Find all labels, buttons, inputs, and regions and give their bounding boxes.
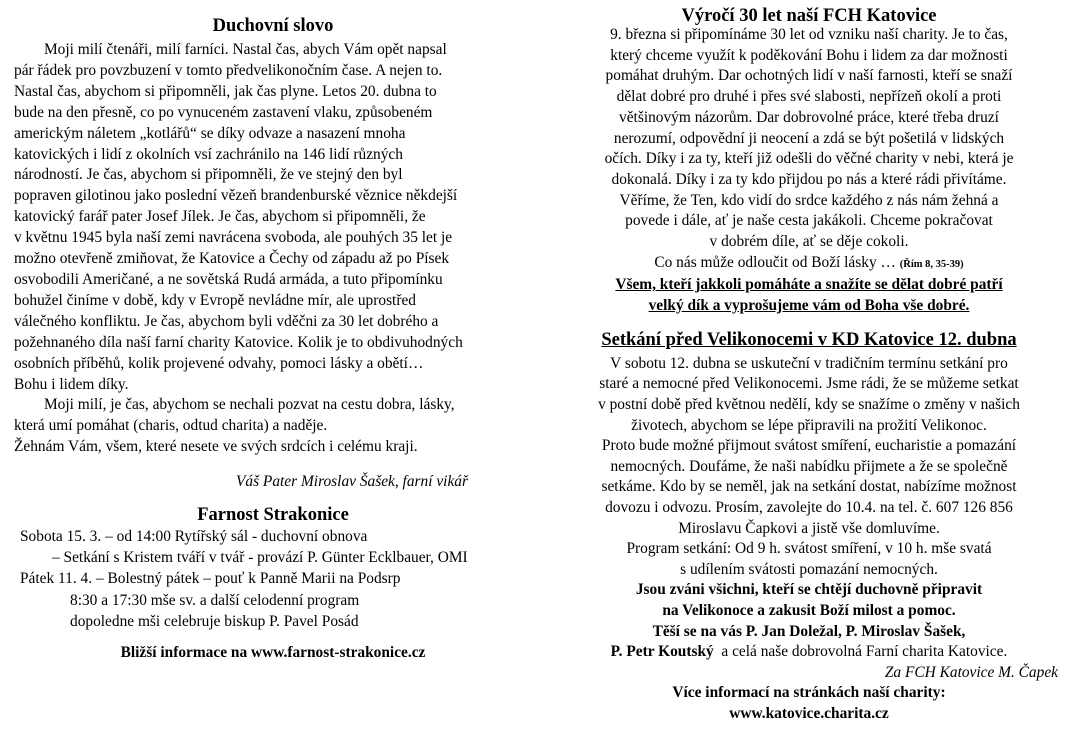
spiritual-word-title: Duchovní slovo (212, 16, 334, 36)
quote-reference: (Řím 8, 35-39) (899, 258, 964, 270)
web-line: Více informací na stránkách naší charity: (672, 683, 946, 701)
web-url: www.katovice.charita.cz (729, 704, 889, 722)
anniv-line: většinovým názorům. Dar dobrovolné práce, které třeba druzí (619, 108, 999, 126)
body-line: požehnaného díla naší farní charity Katovice. Kolik je to obdivuhodných (14, 333, 463, 351)
vicar-signature: Váš Pater Miroslav Šašek, farní vikář (236, 473, 468, 491)
anniv-line: dělat dobré pro druhé i přes své slabosti, nepřízeň okolí a proti (616, 88, 1002, 106)
invite-line: Těší se na vás P. Jan Doležal, P. Miroslav Šašek, (652, 622, 966, 640)
meeting-line: životech, abychom se lépe připravili na prožití Velikonoc. (631, 416, 987, 434)
invite-line: na Velikonoce a zakusit Boží milost a pomoc. (662, 601, 956, 619)
closing-line: Moji milí, je čas, abychom se nechali pozvat na cestu dobra, lásky, (44, 396, 455, 414)
closing-line: Žehnám Vám, všem, které nesete ve svých srdcích i celému kraji. (14, 438, 418, 456)
anniv-line: v dobrém díle, ať se děje cokoli. (709, 233, 909, 251)
anniversary-body (552, 25, 1066, 275)
body-line: osobních příběhů, kolik projevené odvahy, pomoci lásky a obětí… (14, 354, 424, 372)
anniv-line: povede i dále, ať je naše cesta jakákoli. Chceme pokračovat (625, 212, 993, 230)
body-line: bude na den přesně, co po vynuceném zastavení vlaku, způsobeném (14, 103, 433, 121)
body-line: popraven gilotinou jako poslední vězeň brandenburské věznice někdejší (14, 187, 458, 205)
meeting-line: staré a nemocné před Velikonocemi. Jsme rádi, že se můžeme setkat (599, 375, 1019, 393)
quote-text: Co nás může odloučit od Boží lásky … (654, 253, 896, 271)
meeting-line: setkáme. Kdo by se neměl, jak na setkání dostat, nabízíme možnost (601, 478, 1017, 496)
meeting-line: dovozu i odvozu. Prosím, zavolejte do 10.4. na tel. č. 607 126 856 (605, 499, 1013, 516)
body-line: Nastal čas, abychom si připomněli, jak čas plyne. Letos 20. dubna to (14, 82, 437, 100)
thanks-line: Všem, kteří jakkoli pomáháte a snažíte se dělat dobré patří (615, 276, 1003, 294)
thanks-line: velký dík a vyprošujeme vám od Boha vše dobré. (648, 297, 970, 315)
anniv-line: 9. března si připomínáme 30 let od vzniku naší charity. Je to čas, (610, 26, 1008, 43)
event-line: Sobota 15. 3. – od 14:00 Rytířský sál - duchovní obnova (20, 528, 368, 546)
body-line: národností. Je čas, abychom si připomněli, že ve stejný den byl (14, 166, 403, 184)
event-line: Pátek 11. 4. – Bolestný pátek – pouť k Panně Marii na Podsrp (20, 570, 401, 588)
meeting-line: Miroslavu Čapkovi a jistě vše domluvíme. (678, 519, 940, 537)
invite-line: Jsou zváni všichni, kteří se chtějí duchovně připravit (635, 581, 983, 599)
body-line: katovický farář pater Josef Jílek. Je čas, abychom si připomněli, že (14, 208, 426, 226)
anniv-line: pomáhat druhým. Dar ochotných lidí v naší farnosti, kteří se snaží (605, 67, 1013, 85)
organizer-name: P. Petr Koutský (610, 643, 714, 661)
body-line: válečného konfliktu. Je čas, abychom byli vděčni za 30 let dobrého a (14, 312, 439, 330)
event-line: – Setkání s Kristem tváří v tvář - provází P. Günter Ecklbauer, OMI (52, 549, 468, 567)
meeting-signoff: Za FCH Katovice M. Čapek (884, 663, 1058, 681)
left-column (14, 0, 542, 664)
body-line: Moji milí čtenáři, milí farníci. Nastal čas, abych Vám opět napsal (44, 41, 447, 58)
parish-more-info: Bližší informace na www.farnost-strakonice.cz (120, 644, 426, 662)
anniv-line: nerozumí, odpovědní ji neocení a zdá se být pošetilá v lidských (613, 129, 1005, 147)
organizers-line (552, 642, 1066, 663)
anniv-line: očích. Díky i za ty, kteří již odešli do věčné charity v nebi, která je (604, 150, 1014, 168)
charity-web-info (552, 682, 1066, 724)
body-line: bohužel činíme v době, kdy v Evropě nevládne mír, ale uprostřed (14, 291, 416, 309)
meeting-line: v postní době před květnou nedělí, kdy se snažíme o změny v našich (598, 396, 1020, 414)
body-line: pár řádek pro povzbuzení v tomto předvelikonočním čase. A nejen to. (14, 61, 443, 79)
meeting-line: V sobotu 12. dubna se uskuteční v tradičním termínu setkání pro (610, 354, 1008, 372)
meeting-line: Program setkání: Od 9 h. svátost smíření, v 10 h. mše svatá (626, 540, 992, 558)
event-line: dopoledne mši celebruje biskup P. Pavel Posád (70, 612, 359, 630)
body-line: Bohu i lidem díky. (14, 375, 129, 393)
anniversary-title: Výročí 30 let naší FCH Katovice (681, 6, 937, 26)
body-line: v květnu 1945 byla naší zemi navrácena svoboda, ale pouhých 35 let je (14, 229, 453, 247)
meeting-title: Setkání před Velikonocemi v KD Katovice 12. dubna (601, 329, 1017, 350)
parish-title: Farnost Strakonice (197, 505, 349, 526)
body-line: katovických i lidí z okolních vsí zachránilo na 146 lidí různých (14, 145, 403, 163)
right-column (552, 0, 1066, 724)
event-line: 8:30 a 17:30 mše sv. a další celodenní program (70, 591, 360, 609)
anniv-line: Věříme, že Ten, kdo vidí do srdce každého z nás nám žehná a (619, 191, 999, 209)
meeting-line: nemocných. Doufáme, že naši nabídku přijmete a že se společně (610, 457, 1008, 475)
anniv-line: který chceme využít k poděkování Bohu i lidem za dar možnosti (610, 46, 1008, 64)
meeting-line: Proto bude možné přijmout svátost smíření, eucharistie a pomazání (601, 437, 1017, 455)
meeting-line: s udílením svátosti pomazání nemocných. (680, 560, 938, 578)
parish-events (14, 526, 542, 632)
scripture-quote (552, 253, 1066, 276)
body-line: osvobodili Američané, a ne sovětská Rudá armáda, a tuto připomínku (14, 270, 443, 288)
anniv-line: dokonalá. Díky i za ty kdo přijdou po nás a které rádi přivítáme. (611, 170, 1007, 188)
meeting-body (552, 354, 1066, 663)
body-line: americkým náletem „kotlářů“ se díky odvaze a nasazení mnoha (14, 124, 406, 142)
body-line: možno otevřeně zmiňovat, že Katovice a Čechy od západu až po Písek (14, 250, 450, 268)
closing-line: která umí pomáhat (charis, odtud charita) a naděje. (14, 417, 328, 435)
spiritual-word-body (14, 40, 542, 458)
organizer-rest: a celá naše dobrovolná Farní charita Katovice. (713, 643, 1008, 661)
thanks-block (552, 275, 1066, 316)
